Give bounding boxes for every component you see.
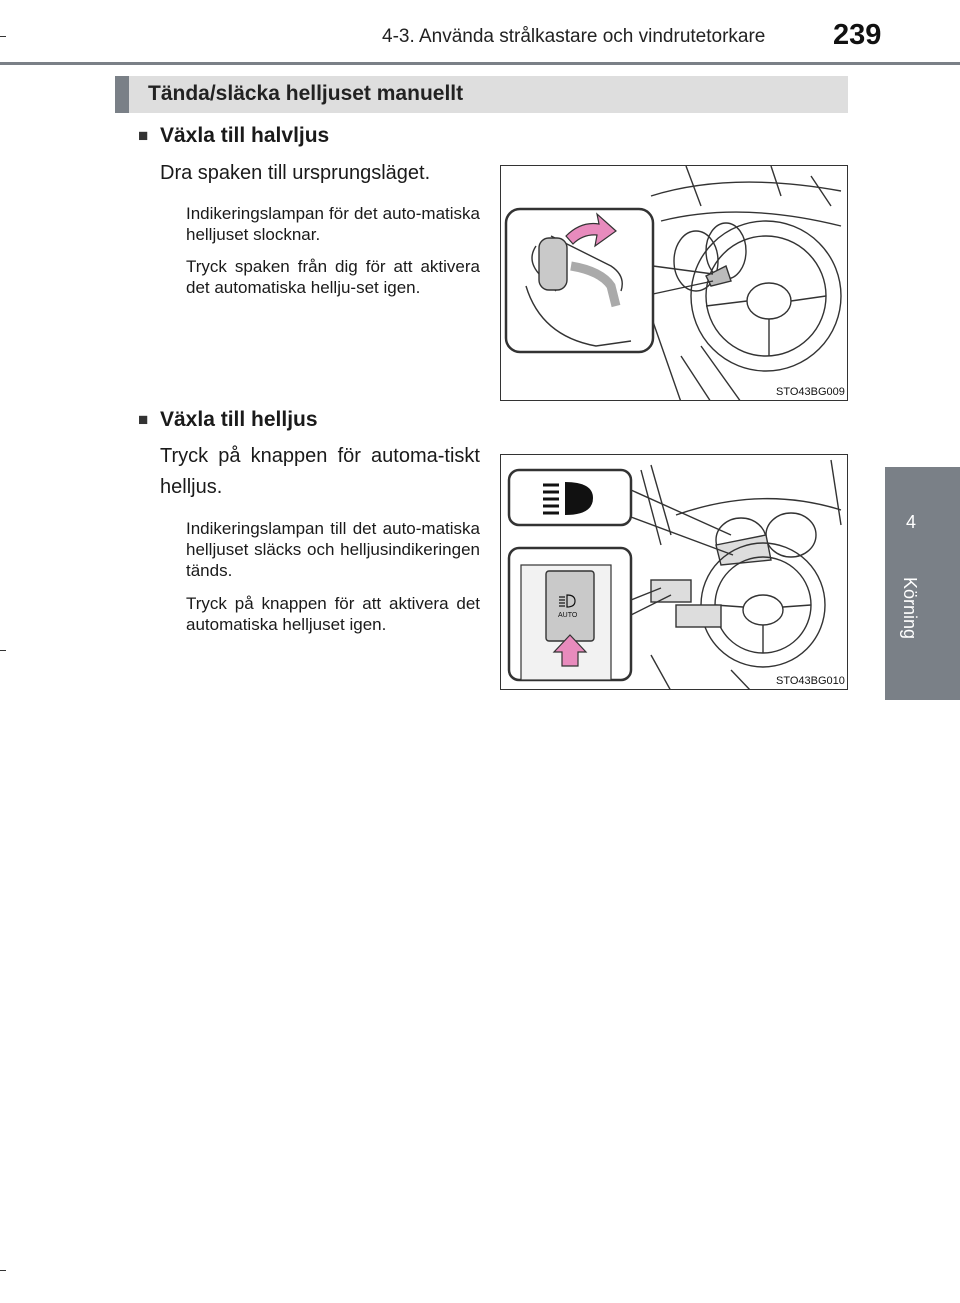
item-note: Indikeringslampan för det auto-matiska helljuset slocknar.	[186, 204, 480, 244]
lever-illustration	[501, 166, 848, 401]
crop-mark	[0, 650, 6, 651]
item-instruction: Tryck på knappen för automa-tiskt helljus.	[160, 445, 480, 498]
auto-button-label: AUTO	[558, 612, 578, 619]
header-rule	[0, 62, 960, 65]
item-instruction: Dra spaken till ursprungsläget.	[160, 162, 431, 184]
section-title: Tända/släcka helljuset manuellt	[148, 82, 464, 105]
figure-headlight-lever	[500, 165, 848, 401]
item-note: Indikeringslampan till det auto-matiska helljuset släcks och helljusindikeringen tänds.	[186, 519, 480, 580]
figure-auto-high-beam-button	[500, 454, 848, 690]
item-note: Tryck på knappen för att aktivera det automatiska helljuset igen.	[186, 594, 480, 634]
figure-code: STO43BG010	[776, 675, 845, 687]
chapter-tab	[885, 467, 960, 700]
figure-code: STO43BG009	[776, 386, 845, 398]
crop-mark	[0, 1270, 6, 1271]
item-heading-low-beam: Växla till halvljus	[160, 124, 330, 147]
square-bullet-icon: ■	[138, 410, 149, 429]
chapter-number: 4	[905, 512, 916, 532]
page-number: 239	[833, 19, 882, 51]
section-title-bar	[115, 76, 848, 113]
item-note: Tryck spaken från dig för att aktivera det automatiska hellju-set igen.	[186, 257, 480, 297]
crop-mark	[0, 36, 6, 37]
chapter-label: Körning	[900, 577, 920, 640]
square-bullet-icon: ■	[138, 126, 149, 145]
button-illustration	[501, 455, 848, 690]
running-header: 4-3. Använda strålkastare och vindrutetorkare	[382, 26, 766, 47]
item-heading-high-beam: Växla till helljus	[160, 408, 318, 431]
